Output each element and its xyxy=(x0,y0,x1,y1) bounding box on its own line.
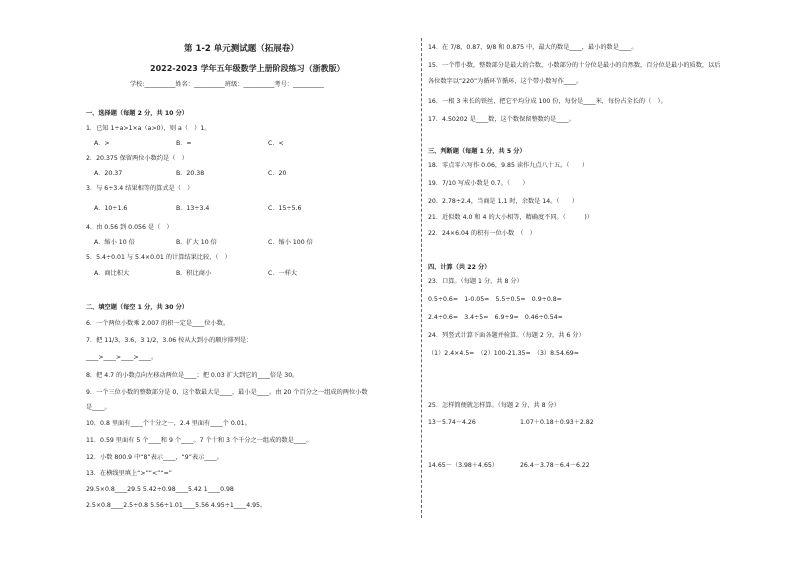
q4-option-a[interactable]: A．缩小 10 倍 xyxy=(94,239,135,246)
exam-subtitle: 2022-2023 学年五年级数学上册阶段练习（浙教版） xyxy=(150,64,345,73)
question-5: 5．5.4÷0.01 与 5.4×0.01 的计算结果比较，（ ） xyxy=(86,254,231,261)
question-24-items: （1）2.4×4.5= （2）100-21.35= （3）8.54.69= xyxy=(428,350,579,357)
question-15-cont: 各位数字以“220”为循环节循环，这个带小数写作____。 xyxy=(428,78,583,85)
question-21: 21．近似数 4.0 和 4 的大小相等，精确度不同。（ )） xyxy=(428,214,593,221)
q5-option-c[interactable]: C．一样大 xyxy=(268,270,298,277)
section-judge: 三、判断题（每题 1 分，共 5 分） xyxy=(428,148,526,155)
question-23: 23．口算。（每题 1 分，共 8 分） xyxy=(428,278,523,285)
q5-option-a[interactable]: A．商比积大 xyxy=(94,270,130,277)
question-25: 25．怎样简便就怎样算。（每题 2 分，共 8 分） xyxy=(428,402,560,409)
q1-option-a[interactable]: A．> xyxy=(94,140,110,147)
q2-option-c[interactable]: C．20 xyxy=(268,170,287,177)
section-fill: 二、填空题（每空 1 分，共 30 分） xyxy=(86,304,188,311)
question-17: 17．4.50202 是____数，这个数保留整数约是____。 xyxy=(428,116,575,123)
question-24: 24．列竖式计算下面各题并验算。（每题 2 分，共 6 分） xyxy=(428,332,585,339)
q2-option-a[interactable]: A．20.37 xyxy=(94,170,123,177)
question-22: 22．24×6.04 的积有一位小数 （ ） xyxy=(428,230,536,237)
question-11: 11．0.59 里面有 5 个____和 9 个____。7 个十和 3 个千分之一组成的数是____。 xyxy=(86,437,313,444)
question-23-row2: 2.4÷0.6= 3.4÷5= 6.9÷9= 0.46÷0.54= xyxy=(428,314,563,321)
question-1: 1．已知 1÷a>1×a（a>0），则 a（ ）1。 xyxy=(86,125,211,132)
q3-option-c[interactable]: C．15÷5.6 xyxy=(268,205,302,212)
question-13: 13．在横线里填上“>”“<”“=” xyxy=(86,470,172,477)
question-23-row1: 0.5÷0.6= 1-0.05= 5.5÷0.5= 0.9÷0.8= xyxy=(428,296,562,303)
question-12: 12．小数 800.9 中“8”表示____，“9”表示____。 xyxy=(86,454,223,461)
q3-option-a[interactable]: A．10÷1.6 xyxy=(94,205,128,212)
question-3: 3．与 6÷3.4 结果相等的算式是（ ） xyxy=(86,185,194,192)
q1-option-c[interactable]: C．< xyxy=(268,140,284,147)
section-choice: 一、选择题（每题 2 分，共 10 分） xyxy=(86,110,188,117)
student-info: 学校:__________姓名：__________班级：__________考号：__________ xyxy=(130,81,324,88)
q3-option-b[interactable]: B．13÷3.4 xyxy=(176,205,210,212)
question-25-a: 13－5.74－4.26 xyxy=(428,419,476,426)
q1-option-b[interactable]: B．= xyxy=(176,140,192,147)
question-4: 4．由 0.56 到 0.056 是（ ） xyxy=(86,224,173,231)
exam-title: 第 1-2 单元测试题（拓展卷） xyxy=(184,44,299,54)
question-20: 20．2.78÷2.4，当商是 1.1 时，余数是 14。（ ） xyxy=(428,198,579,205)
question-14: 14．在 7/8，0.87，9/8 和 0.875 中，最大的数是____，最小的数是____。 xyxy=(428,44,638,51)
question-25-c: 14.65－（3.98＋4.65） xyxy=(428,462,499,469)
question-7: 7．把 11/3，3.6，3 1/2，3.06 按从大到小的顺序排列是： xyxy=(86,337,253,344)
question-16: 16．一根 3 米长的铁丝，把它平均分成 100 份，每份是____米，每份占全长的（ ）。 xyxy=(428,98,667,105)
q4-option-b[interactable]: B．扩大 10 倍 xyxy=(176,239,217,246)
question-7-answer: ____>____>____>____。 xyxy=(86,354,158,361)
question-9-cont: 是____。 xyxy=(86,404,111,411)
question-13-row2: 2.5×0.8____2.5÷0.8 5.56÷1.01____5.56 4.95÷1____4.95。 xyxy=(86,502,267,509)
question-19: 19．7/10 写成小数是 0.7。（ ） xyxy=(428,180,529,187)
q4-option-c[interactable]: C．缩小 100 倍 xyxy=(268,239,313,246)
question-25-b: 1.07＋0.18＋0.93＋2.82 xyxy=(520,419,594,426)
question-6: 6．一个两位小数乘 2.007 的积一定是____位小数。 xyxy=(86,320,230,327)
q2-option-b[interactable]: B．20.38 xyxy=(176,170,205,177)
column-divider xyxy=(421,38,422,518)
question-9: 9．一个三位小数的整数部分是 0，这个数最大是____，最小是____。由 20 个百分之一组成的两位小数 xyxy=(86,389,368,396)
question-25-d: 26.4－3.78－6.4－6.22 xyxy=(520,462,590,469)
question-8: 8．把 4.7 的小数点向左移动两位是____；把 0.03 扩大到它的____倍是 30。 xyxy=(86,372,299,379)
section-calc: 四、计算（共 22 分） xyxy=(428,264,491,271)
question-15: 15．一个带小数，整数部分是最大的合数，小数部分的十分位是最小的自然数，百分位是最小的质数，以后 xyxy=(428,62,721,69)
q5-option-b[interactable]: B．积比商小 xyxy=(176,270,212,277)
question-10: 10．0.8 里面有____个十分之一，2.4 里面有____个 0.01。 xyxy=(86,420,251,427)
question-18: 18．零点零六写作 0.06，9.85 读作九点八十五。（ ） xyxy=(428,162,589,169)
question-13-row1: 29.5×0.8____29.5 5.42÷0.98____5.42 1____0.98 xyxy=(86,486,234,493)
question-2: 2．20.375 保留两位小数约是（ ） xyxy=(86,155,188,162)
